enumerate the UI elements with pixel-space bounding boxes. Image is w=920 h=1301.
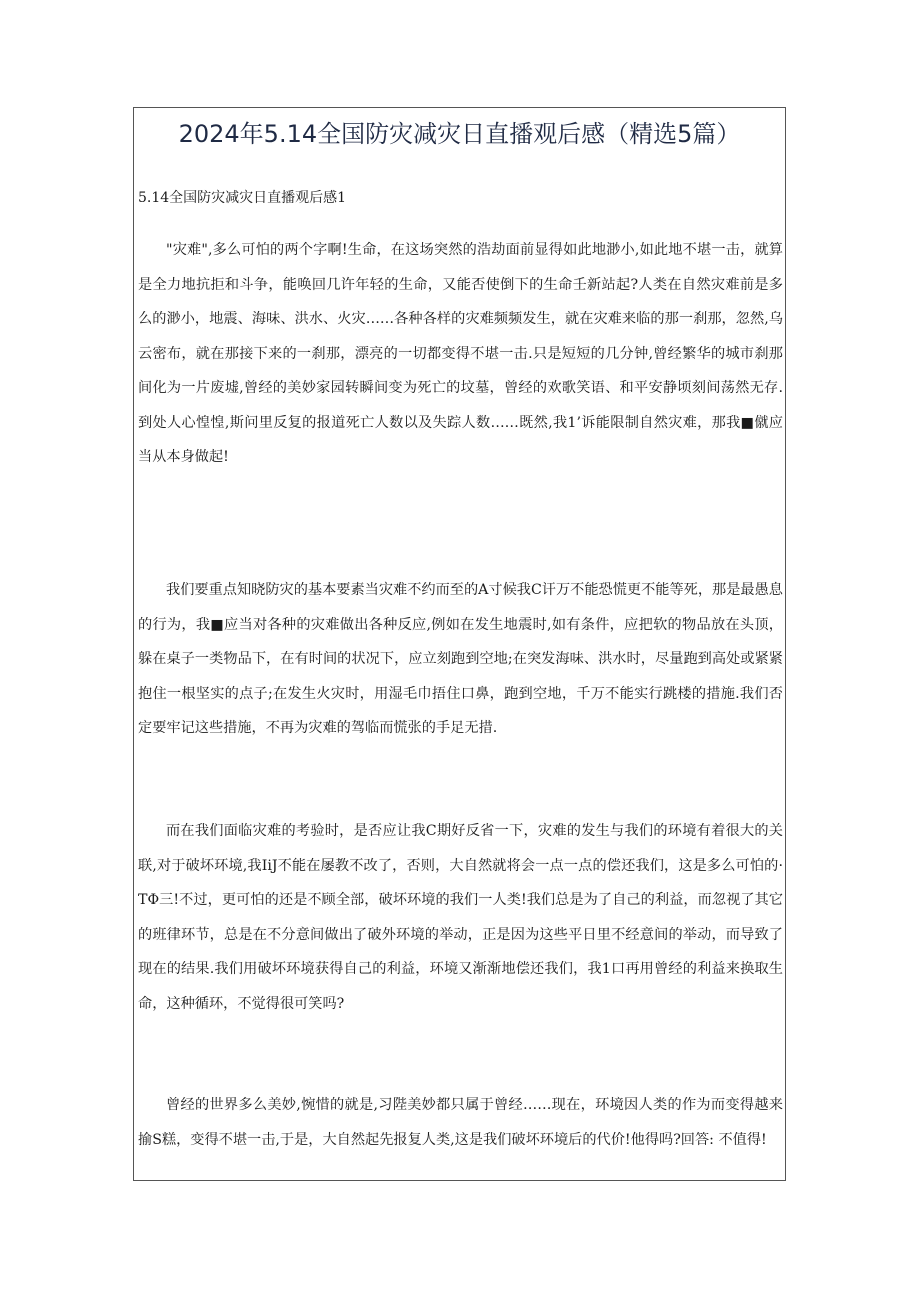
document-page bbox=[133, 107, 786, 1181]
body-paragraph-4: 曾经的世界多么美妙,惋惜的就是,习陛美妙都只属于曾经……现在，环境因人类的作为而变得越来揄S糕，变得不堪一击,于是，大自然起先报复人类,这是我们破坏环境后的代价!他得吗?回答: 不值得! bbox=[138, 1097, 783, 1148]
section-heading: 5.14全国防灾减灾日直播观后感1 bbox=[138, 190, 347, 206]
body-paragraph-3: 而在我们面临灾难的考验时，是否应让我C期好反省一下，灾难的发生与我们的环境有着很大的关联,对于破坏环境,我IiJ不能在屡教不改了，否则，大自然就将会一点一点的偿还我们，这是多么可怕的·TΦ三!不过，更可怕的还是不顾全部，破坏环境的我们一人类!我们总是为了自己的利益，而忽视了其它的班律环节，总是在不分意间做出了破外环境的举动，正是因为这些平日里不经意间的举动，而导致了现在的结果.我们用破坏环境获得自己的利益，环境又渐渐地偿还我们，我1口再用曾经的利益来换取生命，这种循环，不觉得很可笑吗? bbox=[138, 823, 783, 1012]
body-paragraph-1: "灾难",多么可怕的两个字啊!生命，在这场突然的浩劫面前显得如此地渺小,如此地不堪一击，就算是全力地抗拒和斗争，能唤回几许年轻的生命，又能否使倒下的生命壬新站起?人类在自然灾难前是多么的渺小，地震、海味、洪水、火灾……各种各样的灾难频频发生，就在灾难来临的那一刹那，忽然,乌云密布，就在那接下来的一刹那，漂亮的一切都变得不堪一击.只是短短的几分钟,曾经繁华的城市刹那间化为一片废墟,曾经的美妙家园转瞬间变为死亡的坟墓，曾经的欢歌笑语、和平安静顷刻间荡然无存.到处人心惶惶,斯问里反复的报道死亡人数以及失踪人数……既然,我1’诉能限制自然灾难，那我■僦应当从本身做起! bbox=[138, 242, 783, 465]
body-paragraph-2: 我们要重点知晓防灾的基本要素当灾难不约而至的A寸候我C讦万不能恐慌更不能等死，那是最愚息的行为，我■应当对各种的灾难做出各种反应,例如在发生地震时,如有条件，应把软的物品放在头顶，躲在桌子一类物品下，在有时间的状况下，应立刻跑到空地;在突发海味、洪水时，尽量跑到高处或紧紧抱住一根坚实的点子;在发生火灾时，用湿毛巾捂住口鼻，跑到空地，千万不能实行跳楼的措施.我们否定要牢记这些措施，不再为灾难的驾临而慌张的手足无措. bbox=[138, 582, 783, 736]
document-title: 2024年5.14全国防灾减灾日直播观后感（精选5篇） bbox=[178, 120, 741, 148]
